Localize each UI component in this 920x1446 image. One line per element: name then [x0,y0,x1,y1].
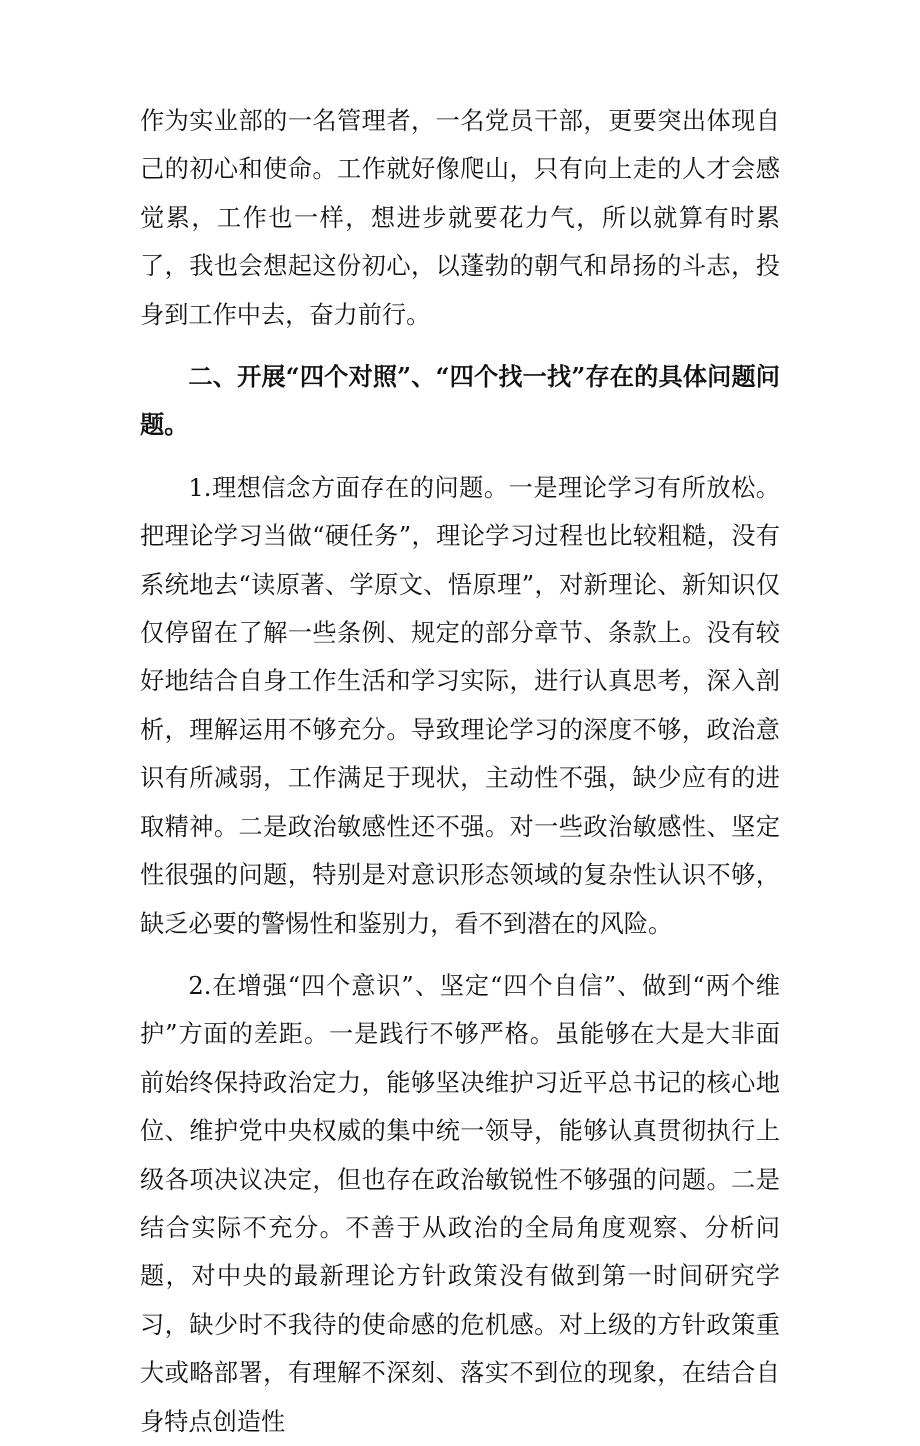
paragraph-item-2: 2.在增强“四个意识”、坚定“四个自信”、做到“两个维护”方面的差距。一是践行不够严格。虽能够在大是大非面前始终保持政治定力，能够坚决维护习近平总书记的核心地位、维护党中央权威的集中统一领导，能够认真贯彻执行上级各项决议决定，但也存在政治敏锐性不够强的问题。二是结合实际不充分。不善于从政治的全局角度观察、分析问题，对中央的最新理论方针政策没有做到第一时间研究学习，缺少时不我待的使命感的危机感。对上级的方针政策重大或略部署，有理解不深刻、落实不到位的现象，在结合自身特点创造性 [140,971,780,1436]
section-heading: 二、开展“四个对照”、“四个找一找”存在的具体问题问题。 [140,362,780,440]
paragraph-intro-continuation: 作为实业部的一名管理者，一名党员干部，更要突出体现自己的初心和使命。工作就好像爬山，只有向上走的人才会感觉累，工作也一样，想进步就要花力气，所以就算有时累了，我也会想起这份初心，以蓬勃的朝气和昂扬的斗志，投身到工作中去，奋力前行。 [140,107,780,329]
paragraph-item-1: 1.理想信念方面存在的问题。一是理论学习有所放松。把理论学习当做“硬任务”，理论学习过程也比较粗糙，没有系统地去“读原著、学原文、悟原理”，对新理论、新知识仅仅停留在了解一些条例、规定的部分章节、条款上。没有较好地结合自身工作生活和学习实际，进行认真思考，深入剖析，理解运用不够充分。导致理论学习的深度不够，政治意识有所减弱，工作满足于现状，主动性不强，缺少应有的进取精神。二是政治敏感性还不强。对一些政治敏感性、坚定性很强的问题，特别是对意识形态领域的复杂性认识不够，缺乏必要的警惕性和鉴别力，看不到潜在的风险。 [140,473,780,938]
